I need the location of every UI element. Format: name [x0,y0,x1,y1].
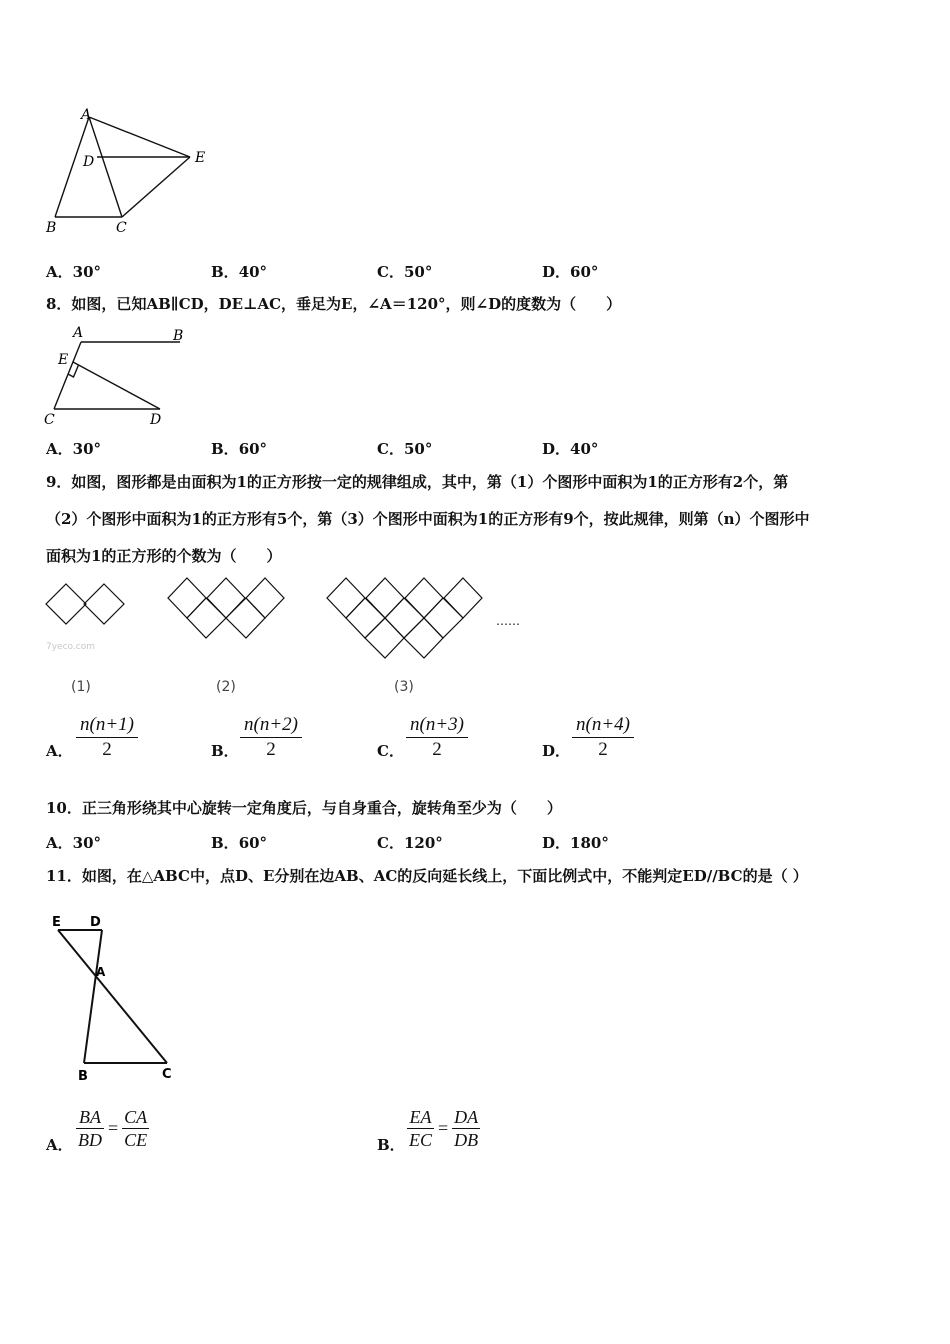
q9-option-a-fraction: $\frac{n(n+1)}{2}$ [76,713,138,762]
q11-text: 11．如图，在△ABC中，点D、E分别在边AB、AC的反向延长线上，下面比例式中，不能判定ED//BC的是（ ） [46,867,808,885]
fig8-label-a: A [73,325,84,341]
q9-text-line1: 9．如图，图形都是由面积为1的正方形按一定的规律组成，其中，第（1）个图形中面积为1的正方形有2个，第 [46,473,789,491]
q11-option-b-letter[interactable]: B． [377,1136,405,1154]
q11-b-frac-right: $\frac{DA}{DB}$ [454,1107,479,1150]
q11-option-a-ratio: $\frac{BA}{BD}$ = $\frac{CA}{CE}$ [78,1107,148,1150]
q10-option-c[interactable]: C．120° [377,834,443,852]
q8-option-d[interactable]: D．40° [542,440,599,458]
q9-text-line3: 面积为1的正方形的个数为（ ） [46,547,282,565]
fig8-label-d: D [150,412,162,428]
fig7-label-c: C [116,220,127,236]
q11-option-a-letter[interactable]: A． [46,1136,73,1154]
q9-option-d-fraction: $\frac{n(n+4)}{2}$ [572,713,634,762]
fig9-ellipsis: …… [496,614,520,628]
fig11-label-a: A [96,965,106,979]
figure-q9 [40,570,540,670]
fig11-label-b: B [78,1069,88,1084]
q10-text: 10．正三角形绕其中心旋转一定角度后，与自身重合，旋转角至少为（ ） [46,799,562,817]
q7-option-c[interactable]: C．50° [377,263,433,281]
figure-q7 [40,105,220,240]
fig7-label-d: D [83,154,95,170]
fig7-label-a: A [81,107,92,123]
fig8-label-b: B [173,328,184,344]
fig7-label-b: B [46,220,57,236]
q11-b-frac-left: $\frac{EA}{EC}$ [409,1107,433,1150]
fig9-watermark: 7yeco.com [46,642,95,652]
q9-text-line2: （2）个图形中面积为1的正方形有5个，第（3）个图形中面积为1的正方形有9个，按此规律，则第（n）个图形中 [46,510,810,528]
q8-option-a[interactable]: A．30° [46,440,102,458]
fig9-caption-3: (3) [394,679,414,695]
q9-option-c-letter[interactable]: C． [377,742,404,760]
q11-option-b-ratio: $\frac{EA}{EC}$ = $\frac{DA}{DB}$ [409,1107,479,1150]
q9-option-c-fraction: $\frac{n(n+3)}{2}$ [406,713,468,762]
q9-option-a-letter[interactable]: A． [46,742,73,760]
q9-option-b-letter[interactable]: B． [211,742,239,760]
q8-option-b[interactable]: B．60° [211,440,268,458]
fig11-label-d: D [90,915,101,930]
fig7-label-e: E [195,150,206,166]
fig11-label-e: E [52,915,61,930]
q7-option-d[interactable]: D．60° [542,263,599,281]
fig8-label-c: C [44,412,55,428]
q8-option-c[interactable]: C．50° [377,440,433,458]
fig11-label-c: C [162,1067,172,1082]
figure-q8 [40,322,200,430]
q10-option-a[interactable]: A．30° [46,834,102,852]
q7-option-b[interactable]: B．40° [211,263,268,281]
fig8-label-e: E [58,352,69,368]
q11-a-frac-left: $\frac{BA}{BD}$ [78,1107,102,1150]
figure-q11 [40,905,190,1085]
q8-text: 8．如图，已知AB∥CD，DE⊥AC，垂足为E，∠A＝120°，则∠D的度数为（ ） [46,295,622,313]
q11-a-frac-right: $\frac{CA}{CE}$ [124,1107,148,1150]
q9-option-d-letter[interactable]: D． [542,742,571,760]
q9-option-b-fraction: $\frac{n(n+2)}{2}$ [240,713,302,762]
fig9-caption-2: (2) [216,679,236,695]
fig9-caption-1: (1) [71,679,91,695]
q10-option-d[interactable]: D．180° [542,834,609,852]
q10-option-b[interactable]: B．60° [211,834,268,852]
q7-option-a[interactable]: A．30° [46,263,102,281]
